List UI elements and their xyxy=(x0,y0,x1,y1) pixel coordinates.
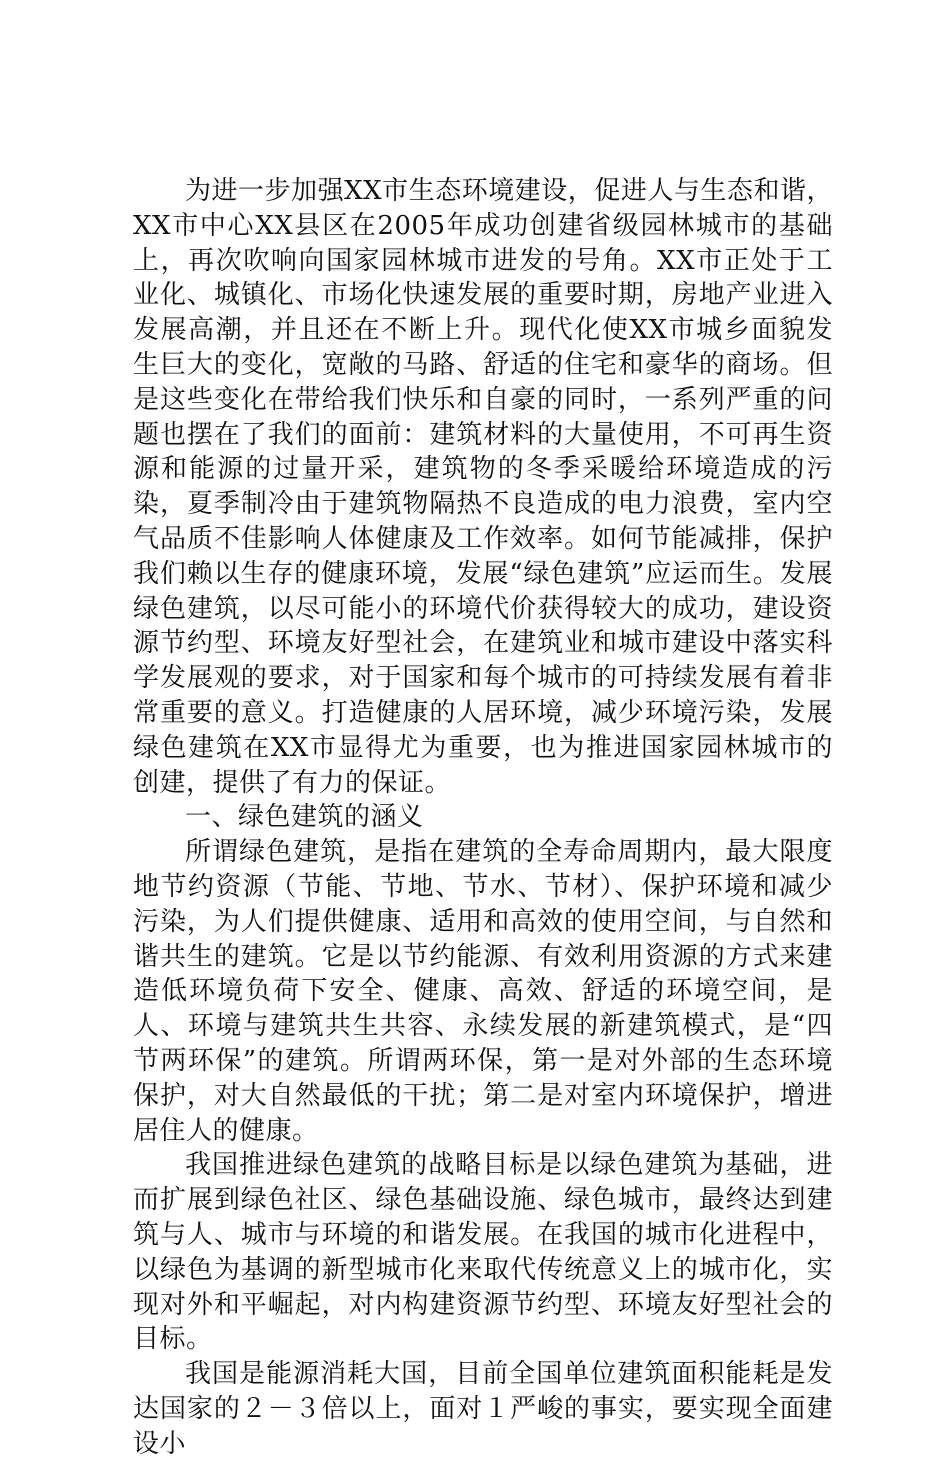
paragraph-definition: 所谓绿色建筑，是指在建筑的全寿命周期内，最大限度地节约资源（节能、节地、节水、节材）、保护环境和减少污染，为人们提供健康、适用和高效的使用空间，与自然和谐共生的建筑。它是以节约能源、有效利用资源的方式来建造低环境负荷下安全、健康、高效、舒适的环境空间，是人、环境与建筑共生共容、永续发展的新建筑模式，是“四节两环保”的建筑。所谓两环保，第一是对外部的生态环境保护，对大自然最低的干扰；第二是对室内环境保护，增进居住人的健康。 xyxy=(133,837,833,1146)
document-body xyxy=(133,174,833,1461)
paragraph-strategy: 我国推进绿色建筑的战略目标是以绿色建筑为基础，进而扩展到绿色社区、绿色基础设施、绿色城市，最终达到建筑与人、城市与环境的和谐发展。在我国的城市化进程中，以绿色为基调的新型城市化来取代传统意义上的城市化，实现对外和平崛起，对内构建资源节约型、环境友好型社会的目标。 xyxy=(133,1150,833,1355)
paragraph-intro: 为进一步加强XX市生态环境建设，促进人与生态和谐，XX市中心XX县区在2005年成功创建省级园林城市的基础上，再次吹响向国家园林城市进发的号角。XX市正处于工业化、城镇化、市场化快速发展的重要时期，房地产业进入发展高潮，并且还在不断上升。现代化使XX市城乡面貌发生巨大的变化，宽敞的马路、舒适的住宅和豪华的商场。但是这些变化在带给我们快乐和自豪的同时，一系列严重的问题也摆在了我们的面前：建筑材料的大量使用，不可再生资源和能源的过量开采，建筑物的冬季采暖给环境造成的污染，夏季制冷由于建筑物隔热不良造成的电力浪费，室内空气品质不佳影响人体健康及工作效率。如何节能减排，保护我们赖以生存的健康环境，发展“绿色建筑”应运而生。发展绿色建筑，以尽可能小的环境代价获得较大的成功，建设资源节约型、环境友好型社会，在建筑业和城市建设中落实科学发展观的要求，对于国家和每个城市的可持续发展有着非常重要的意义。打造健康的人居环境，减少环境污染，发展绿色建筑在XX市显得尤为重要，也为推进国家园林城市的创建，提供了有力的保证。 xyxy=(133,176,833,798)
section-heading: 一、绿色建筑的涵义 xyxy=(185,802,424,833)
paragraph-energy: 我国是能源消耗大国，目前全国单位建筑面积能耗是发达国家的２－３倍以上，面对１严峻的事实，要实现全面建设小 xyxy=(133,1359,833,1459)
